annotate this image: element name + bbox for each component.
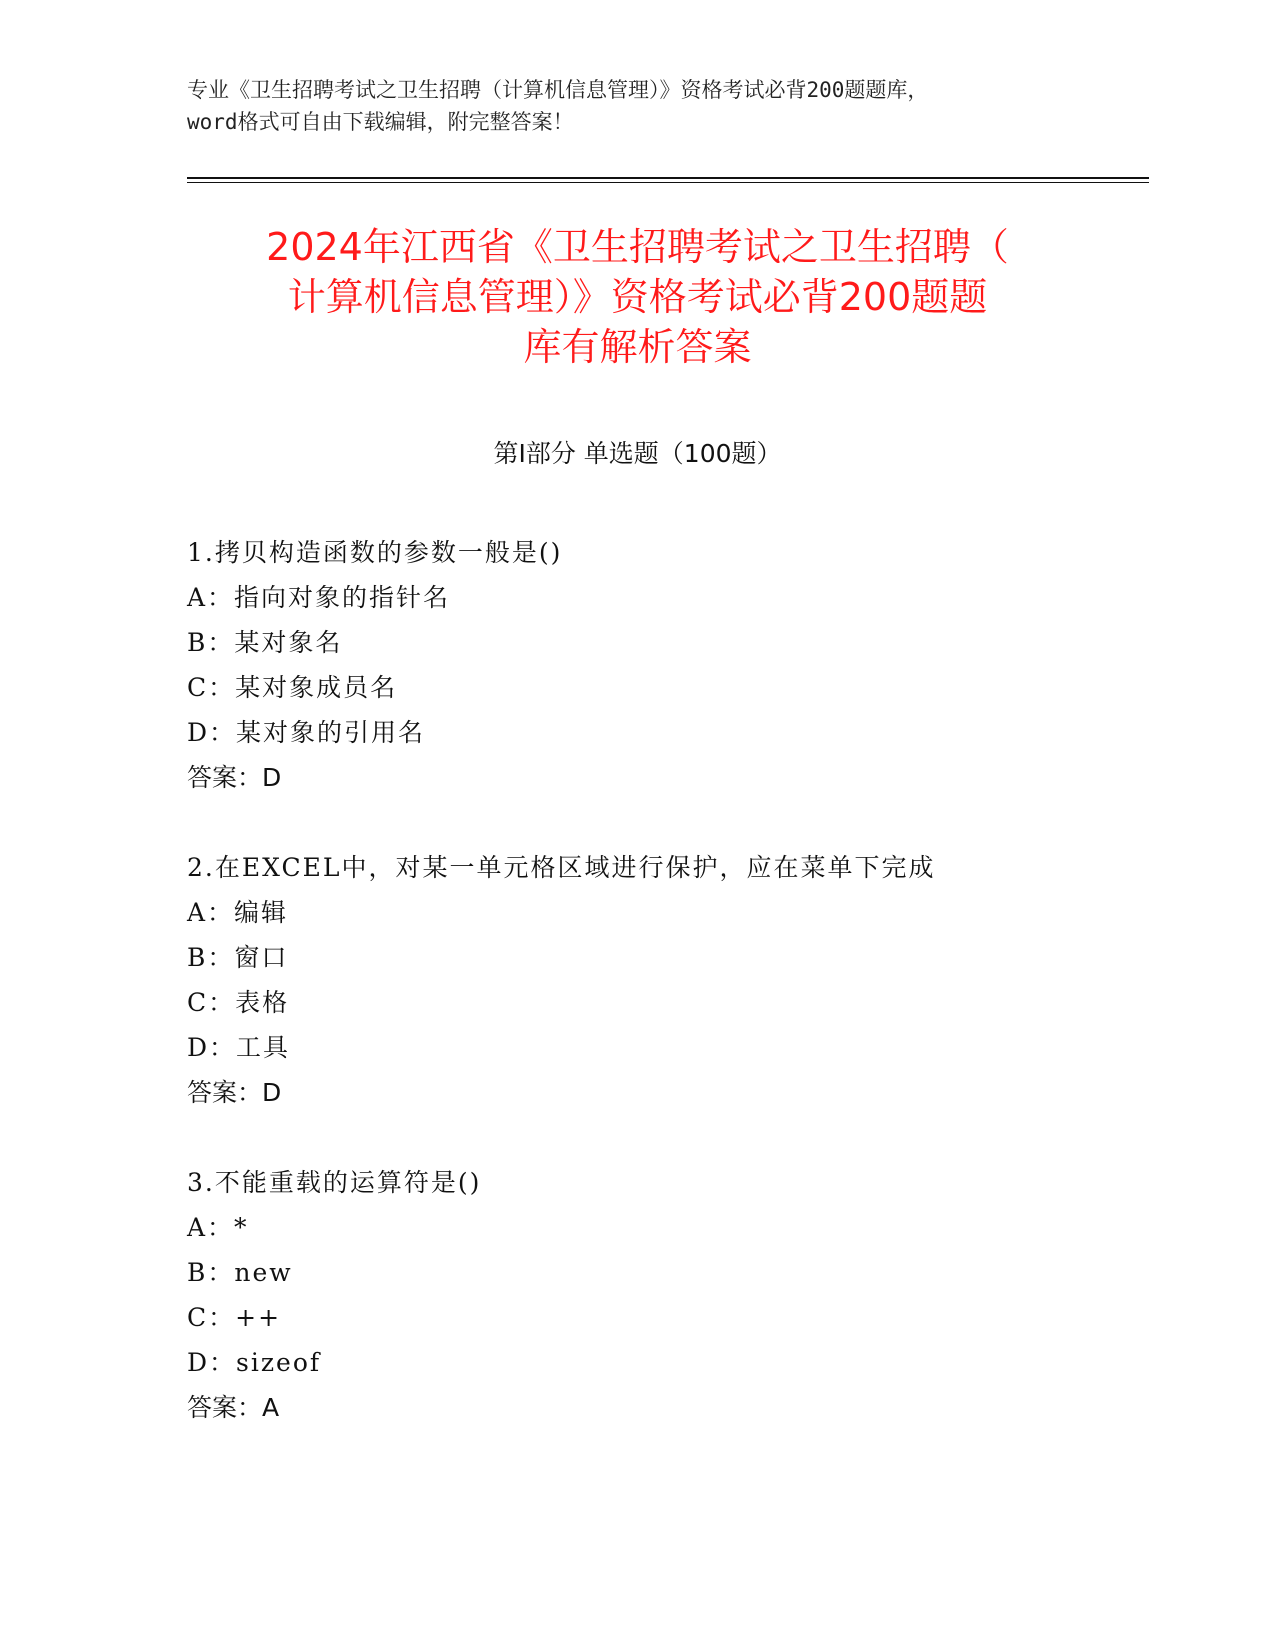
question-stem: 1.拷贝构造函数的参数一般是() bbox=[187, 538, 563, 567]
question-stem: 2.在EXCEL中，对某一单元格区域进行保护，应在菜单下完成 bbox=[187, 853, 936, 882]
header-divider-thick bbox=[187, 177, 1149, 179]
document-title bbox=[150, 222, 1125, 372]
option-a: A：* bbox=[187, 1213, 249, 1242]
title-line-3: 库有解析答案 bbox=[523, 325, 752, 369]
question-stem: 3.不能重载的运算符是() bbox=[187, 1168, 482, 1197]
header-divider-thin bbox=[187, 182, 1149, 183]
title-line-2: 计算机信息管理）》资格考试必背200题题 bbox=[287, 275, 988, 319]
option-a: A：指向对象的指针名 bbox=[187, 583, 451, 612]
option-b: B：某对象名 bbox=[187, 628, 343, 657]
title-line-1: 2024年江西省《卫生招聘考试之卫生招聘（ bbox=[266, 225, 1009, 269]
question-2 bbox=[187, 845, 1147, 1115]
option-c: C：++ bbox=[187, 1303, 282, 1332]
header-line-2: word格式可自由下载编辑，附完整答案！ bbox=[187, 110, 574, 134]
section-title: 第Ⅰ部分 单选题（100题） bbox=[493, 439, 782, 468]
option-b: B：窗口 bbox=[187, 943, 289, 972]
header-line-1: 专业《卫生招聘考试之卫生招聘（计算机信息管理）》资格考试必背200题题库， bbox=[187, 78, 929, 102]
option-d: D：工具 bbox=[187, 1033, 291, 1062]
option-c: C：表格 bbox=[187, 988, 290, 1017]
option-d: D：某对象的引用名 bbox=[187, 718, 426, 747]
option-b: B：new bbox=[187, 1258, 293, 1287]
answer-label: 答案：A bbox=[187, 1393, 280, 1422]
question-3 bbox=[187, 1160, 1147, 1430]
question-list bbox=[187, 530, 1147, 1475]
answer-label: 答案：D bbox=[187, 1078, 282, 1107]
document-header bbox=[187, 74, 1087, 138]
option-c: C：某对象成员名 bbox=[187, 673, 398, 702]
option-a: A：编辑 bbox=[187, 898, 289, 927]
answer-label: 答案：D bbox=[187, 763, 282, 792]
option-d: D：sizeof bbox=[187, 1348, 322, 1377]
question-1 bbox=[187, 530, 1147, 800]
